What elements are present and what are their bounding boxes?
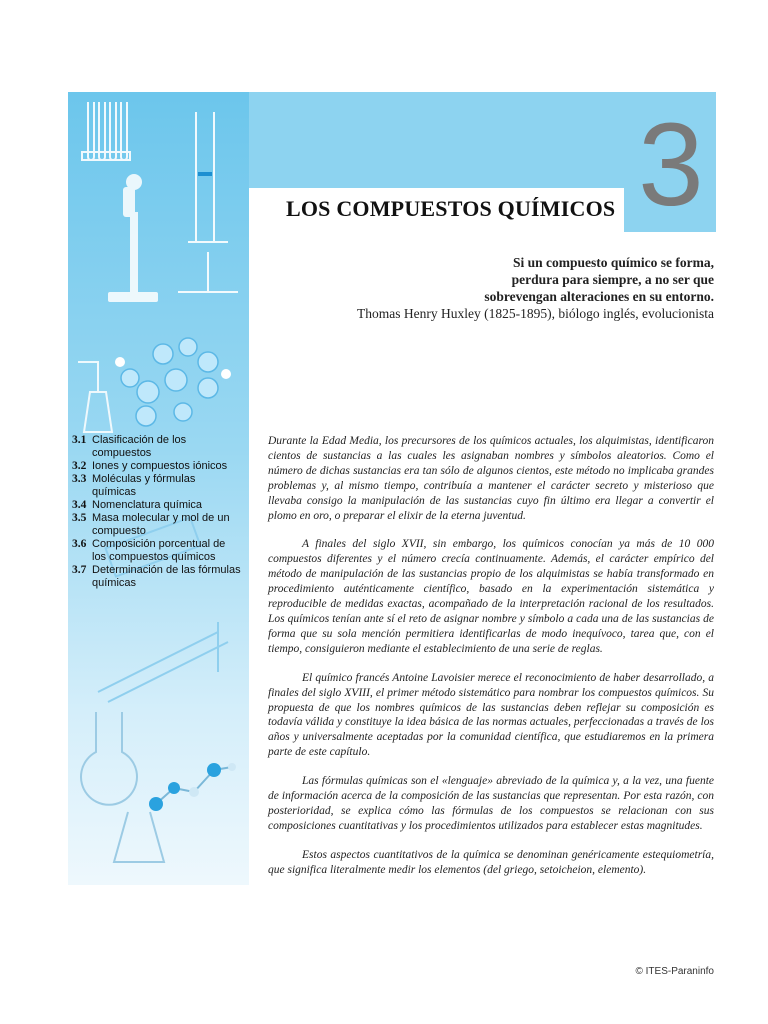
toc-label: Moléculas y fórmulas químicas bbox=[92, 473, 196, 498]
paragraph: A finales del siglo XVII, sin embargo, los químicos conocían ya más de 10 000 compuestos diferentes y el número crecía continuamente. Además, el carácter empírico del método de manipulación de las sustancias propio de los alquimistas se había transformado en procedimiento auténticamente científico, basado en la experimentación sistemática y reproducible de medidas exactas, acompañado de la interpretación racional de los resultados. Los químicos tenían ante sí el reto de asignar nombre y símbolo a cada una de las sustancias de forma que su sola mención permitiera identificarlas de modo inequívoco, tarea que, con el tiempo, consiguieron mediante el establecimiento de una serie de reglas. bbox=[268, 538, 714, 655]
paragraph: Las fórmulas químicas son el «lenguaje» abreviado de la química y, a la vez, una fuente de información acerca de la composición de las sustancias que representan. Por esta razón, con posterioridad, se explica cómo las fórmulas de los compuestos se relacionan con sus composiciones cuantitativas y los procedimientos utilizados para establecer estas magnitudes. bbox=[268, 775, 714, 832]
toc-number: 3.5 bbox=[72, 512, 87, 524]
toc-item[interactable] bbox=[72, 564, 242, 590]
toc-label: Composición porcentual de los compuestos químicos bbox=[92, 538, 226, 563]
chapter-number: 3 bbox=[638, 99, 704, 231]
toc-item[interactable] bbox=[72, 499, 242, 512]
epigraph bbox=[294, 254, 714, 322]
toc-item[interactable] bbox=[72, 460, 242, 473]
toc-label: Masa molecular y mol de un compuesto bbox=[92, 512, 230, 537]
epigraph-line-1: Si un compuesto químico se forma, bbox=[512, 255, 714, 270]
epigraph-line-2: perdura para siempre, a no ser que bbox=[511, 272, 714, 287]
header-band-top bbox=[249, 92, 624, 188]
toc-item[interactable] bbox=[72, 512, 242, 538]
toc-label: Clasificación de los compuestos bbox=[92, 434, 187, 459]
toc-number: 3.4 bbox=[72, 499, 87, 511]
toc-number: 3.7 bbox=[72, 564, 87, 576]
chapter-contents bbox=[72, 434, 242, 590]
chapter-introduction bbox=[268, 434, 714, 892]
page-title: LOS COMPUESTOS QUÍMICOS bbox=[286, 196, 616, 221]
toc-label: Nomenclatura química bbox=[92, 499, 203, 511]
paragraph: Durante la Edad Media, los precursores de los químicos actuales, los alquimistas, identificaron cientos de sustancias a las cuales les asignaban nombres y símbolos aleatorios. Como el número de dichas sustancias era tan sólo de algunos cientos, este método no implicaba grandes problemas y, al mismo tiempo, contribuía a mantener el carácter secreto y misterioso que llevaba consigo la manipulación de las sustancias cuyo fin último era llegar a convertir el plomo en oro, o preparar el elixir de la eterna juventud. bbox=[268, 435, 714, 522]
paragraph: El químico francés Antoine Lavoisier merece el reconocimiento de haber desarrollado, a finales del siglo XVIII, el primer método sistemático para nombrar los compuestos químicos. Su propuesta de que los nombres químicos de las sustancias deben reflejar su composición es todavía válida y constituye la idea básica de las normas actuales, perfeccionadas a través de los años y universalmente aceptadas por la comunidad científica, que estudiaremos en la primera parte de este capítulo. bbox=[268, 671, 714, 759]
toc-number: 3.1 bbox=[72, 434, 87, 446]
publisher-credit: © ITES-Paraninfo bbox=[635, 966, 714, 977]
toc-item[interactable] bbox=[72, 434, 242, 460]
paragraph: Estos aspectos cuantitativos de la química se denominan genéricamente estequiometría, que significa literalmente medir los elementos (del griego, setoicheion, elemento). bbox=[268, 848, 714, 876]
toc-number: 3.2 bbox=[72, 460, 87, 472]
toc-label: Iones y compuestos iónicos bbox=[92, 460, 228, 472]
toc-item[interactable] bbox=[72, 473, 242, 499]
epigraph-author: Thomas Henry Huxley (1825-1895), biólogo inglés, evolucionista bbox=[357, 306, 714, 321]
toc-label: Determinación de las fórmulas químicas bbox=[92, 564, 241, 589]
epigraph-line-3: sobrevengan alteraciones en su entorno. bbox=[484, 289, 714, 304]
toc-item[interactable] bbox=[72, 538, 242, 564]
toc-number: 3.6 bbox=[72, 538, 87, 550]
toc-number: 3.3 bbox=[72, 473, 87, 485]
